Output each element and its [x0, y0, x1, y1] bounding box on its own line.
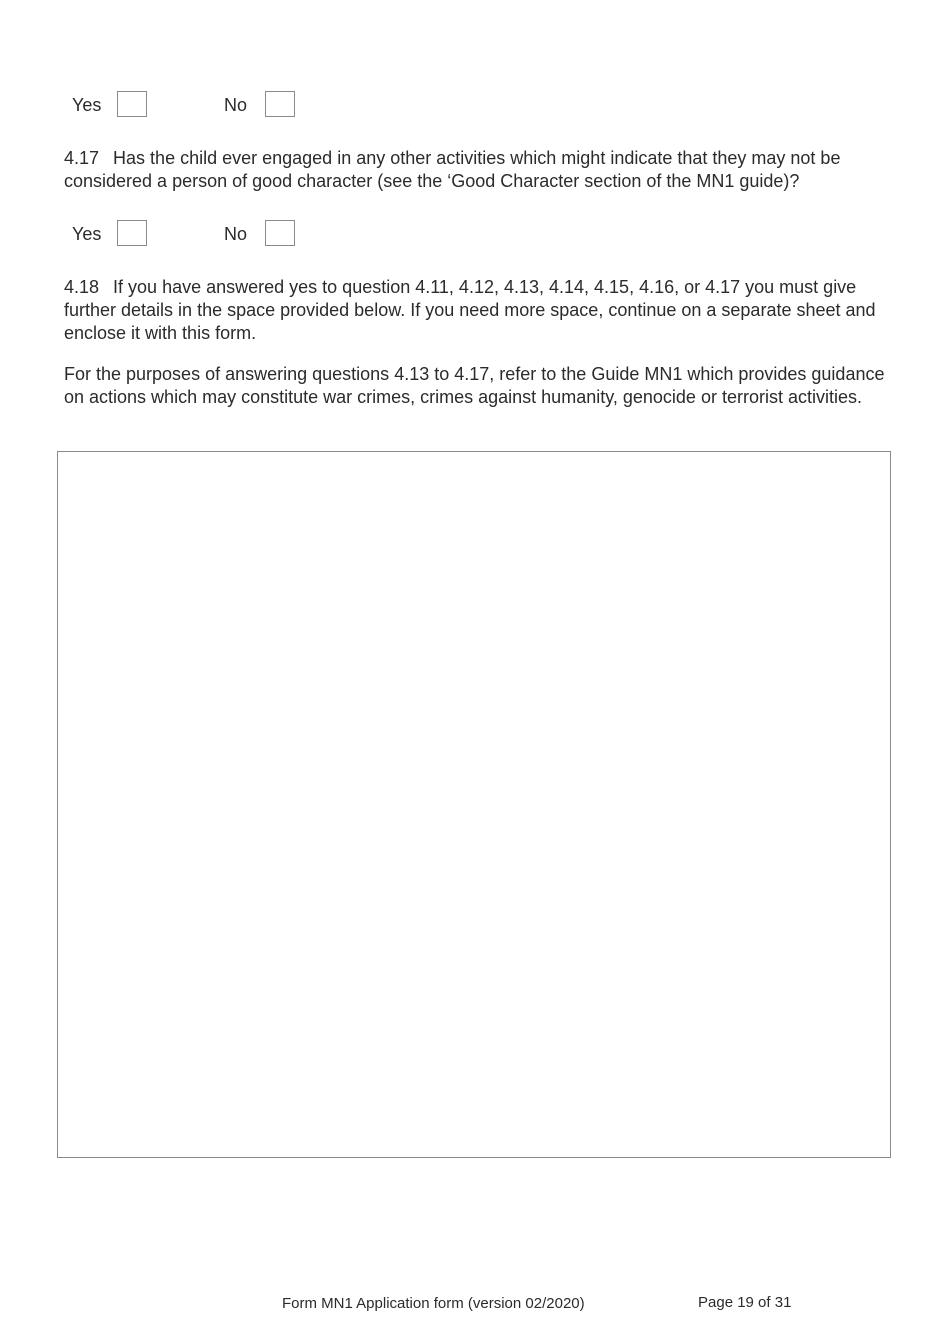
q417-text: Has the child ever engaged in any other activities which might indicate that they may not be considered a person of good character (see the ‘Good Character section of the MN1 guide)?	[64, 148, 841, 191]
q416-no-checkbox[interactable]	[265, 91, 295, 117]
q418-question	[64, 276, 894, 345]
q416-no-label: No	[224, 95, 248, 115]
q417-answer-row	[72, 220, 372, 248]
footer-form-name: Form MN1 Application form (version 02/2020)	[282, 1295, 585, 1312]
q417-no-checkbox[interactable]	[265, 220, 295, 246]
q418-details-textarea[interactable]	[57, 451, 891, 1158]
q418-text: If you have answered yes to question 4.11, 4.12, 4.13, 4.14, 4.15, 4.16, or 4.17 you must give further details in the space provided below. If you need more space, continue on a separate sheet and enclose it with this form.	[64, 277, 876, 343]
footer-page-number: Page 19 of 31	[698, 1294, 792, 1311]
q417-no-label: No	[224, 224, 248, 244]
q416-yes-checkbox[interactable]	[117, 91, 147, 117]
q417-number: 4.17	[64, 148, 100, 168]
q417-question	[64, 147, 894, 193]
q418-guidance: For the purposes of answering questions 4.13 to 4.17, refer to the Guide MN1 which provides guidance on actions which may constitute war crimes, crimes against humanity, genocide or terrorist activities.	[64, 364, 885, 407]
q416-answer-row	[72, 91, 372, 119]
q416-yes-label: Yes	[72, 95, 102, 115]
q417-yes-checkbox[interactable]	[117, 220, 147, 246]
q417-yes-label: Yes	[72, 224, 102, 244]
q418-number: 4.18	[64, 277, 100, 297]
